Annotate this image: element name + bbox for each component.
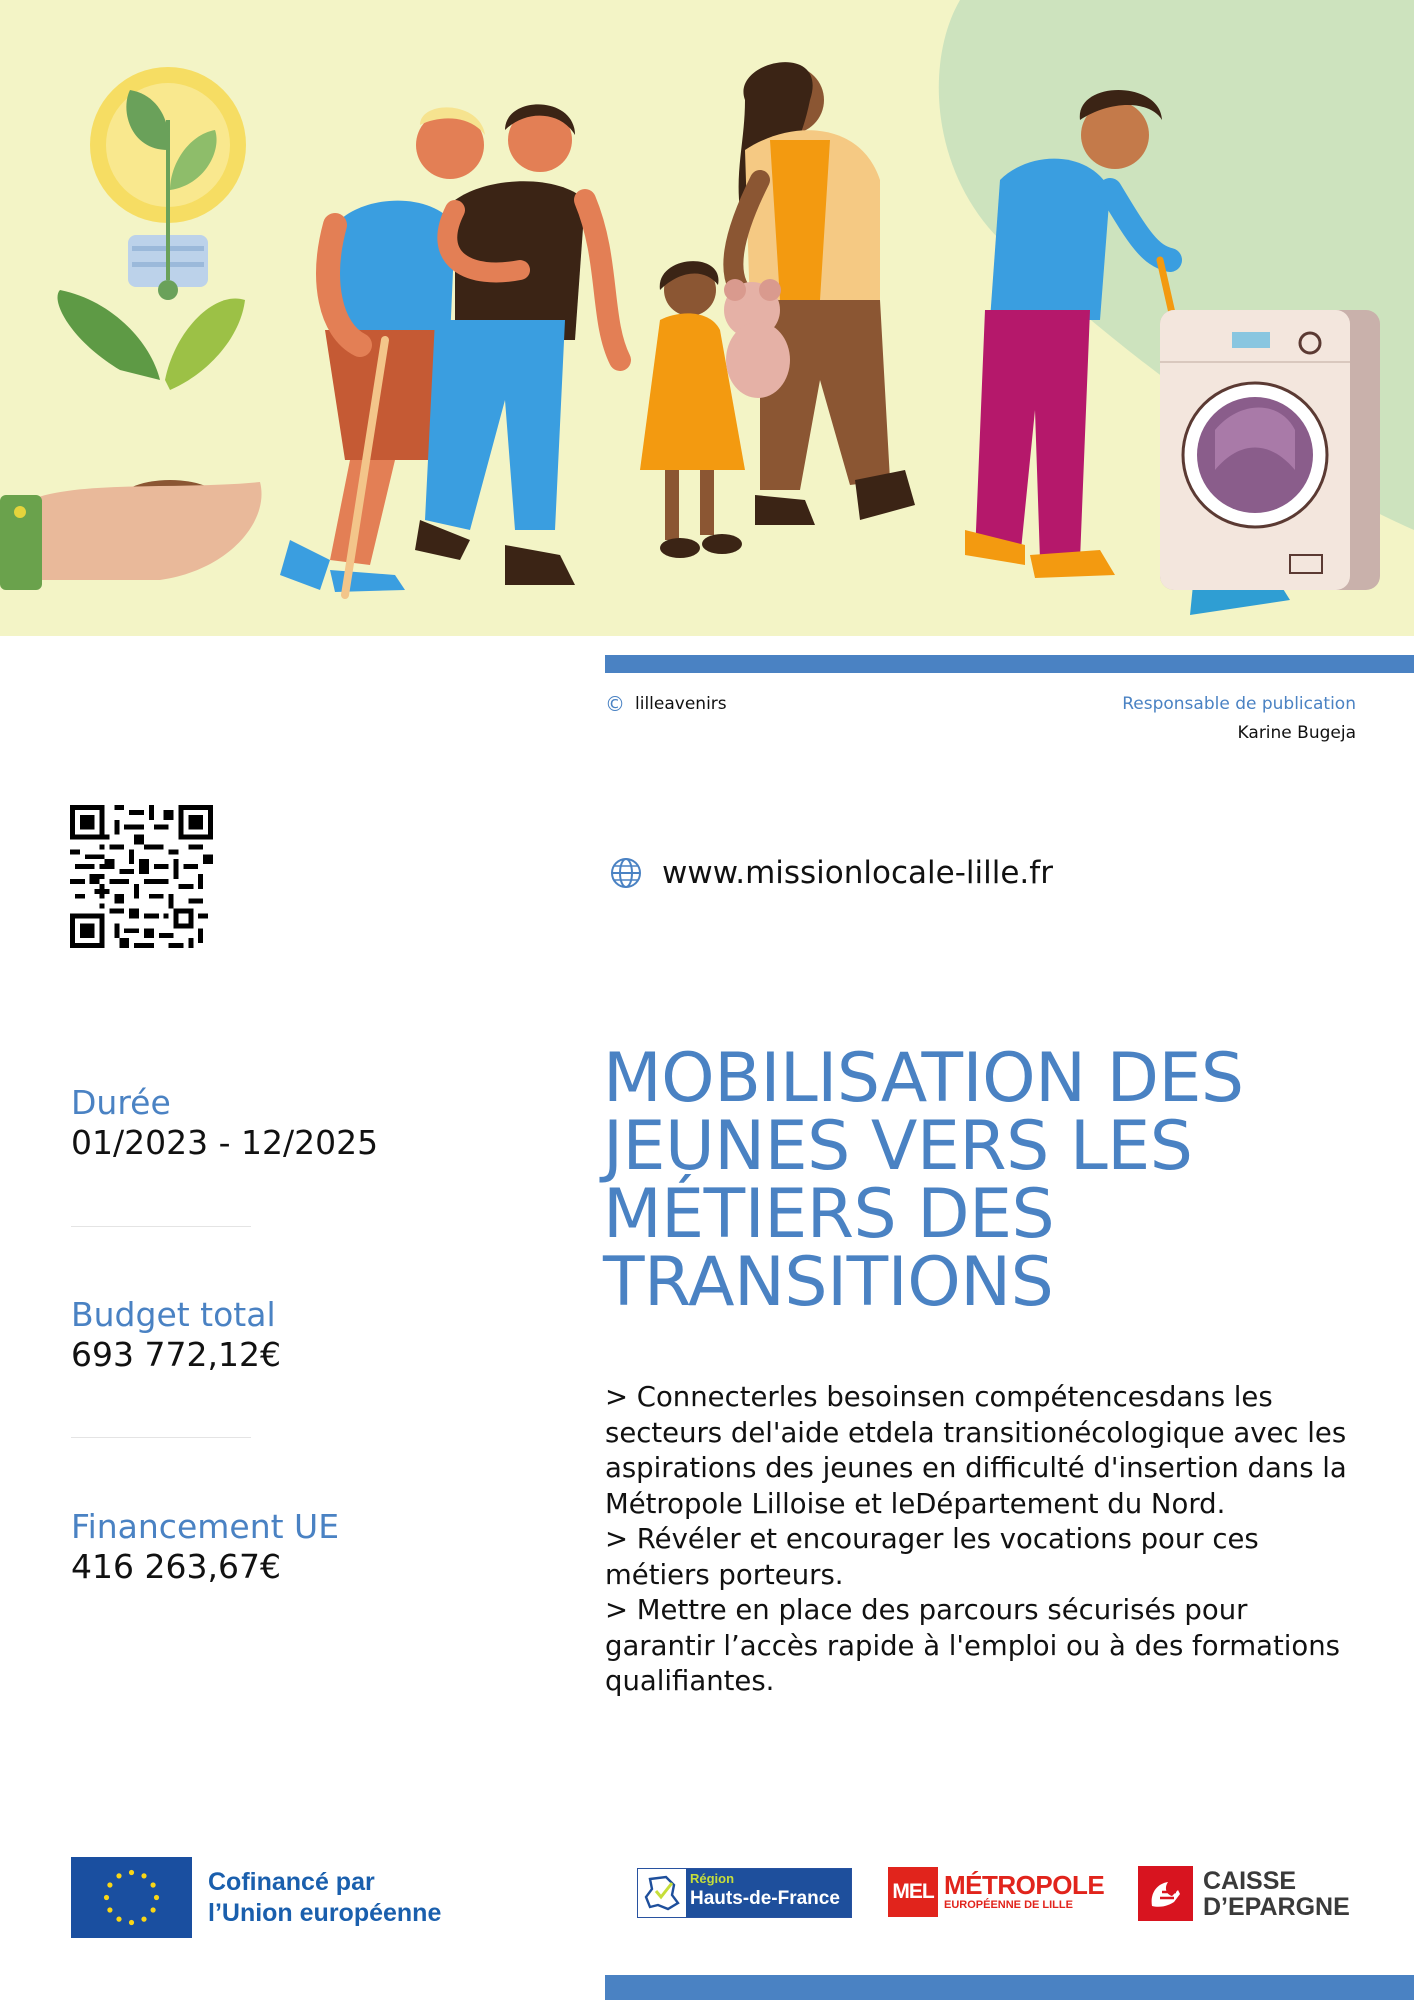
budget-label: Budget total: [71, 1295, 276, 1334]
title-line: JEUNES VERS LES: [603, 1107, 1193, 1186]
title-line: MOBILISATION DES: [603, 1039, 1244, 1118]
caisse-epargne-logo: [1138, 1866, 1350, 1921]
publisher-name: Karine Bugeja: [1237, 723, 1356, 743]
eu-funding-block: [71, 1507, 339, 1587]
divider: [71, 1226, 251, 1227]
copyright-icon: ©: [605, 692, 625, 716]
title-line: TRANSITIONS: [603, 1243, 1054, 1322]
website-url[interactable]: www.missionlocale-lille.fr: [662, 855, 1053, 891]
caisse-line2: D’EPARGNE: [1203, 1892, 1350, 1921]
eu-funding-label: Financement UE: [71, 1507, 340, 1546]
budget-block: [71, 1295, 281, 1375]
region-hauts-de-france-logo: [637, 1868, 852, 1918]
description-paragraph: > Connecterles besoinsen compétencesdans les secteurs del'aide etdela transitionécologique avec les aspirations des jeunes en difficulté d'insertion dans la Métropole Lilloise et leDépartement du Nord.: [605, 1381, 1347, 1520]
title-line: MÉTIERS DES: [603, 1175, 1055, 1254]
eu-funding-value: 416 263,67€: [71, 1547, 281, 1586]
duration-value: 01/2023 - 12/2025: [71, 1123, 379, 1162]
region-small-label: Région: [690, 1871, 735, 1886]
mel-logo: [888, 1867, 1104, 1917]
eu-cofunding-logo: [71, 1857, 441, 1938]
publisher-label: Responsable de publication: [1122, 694, 1356, 714]
region-name: Hauts-de-France: [690, 1888, 840, 1909]
qr-code[interactable]: [70, 805, 213, 948]
mel-subtitle: EUROPÉENNE DE LILLE: [944, 1899, 1073, 1911]
website-link[interactable]: [610, 855, 1053, 891]
budget-value: 693 772,12€: [71, 1335, 281, 1374]
accent-bar-top: [605, 655, 1414, 673]
publisher-block: [1122, 694, 1356, 743]
duration-label: Durée: [71, 1083, 171, 1122]
project-description: [605, 1380, 1365, 1700]
eu-flag-icon: [71, 1857, 192, 1938]
description-paragraph: > Mettre en place des parcours sécurisés pour garantir l’accès rapide à l'emploi ou à des formations qualifiantes.: [605, 1594, 1341, 1697]
eu-text-line1: Cofinancé par: [208, 1867, 375, 1896]
copyright: [605, 692, 727, 716]
eu-text-line2: l’Union européenne: [208, 1898, 442, 1927]
duration-block: [71, 1083, 378, 1163]
accent-bar-bottom: [605, 1975, 1414, 2000]
description-paragraph: > Révéler et encourager les vocations pour ces métiers porteurs.: [605, 1523, 1259, 1591]
washing-machine-icon: [1160, 310, 1380, 590]
mel-box: MEL: [888, 1867, 938, 1917]
hero-illustration: [0, 0, 1414, 636]
divider: [71, 1437, 251, 1438]
globe-icon: [610, 857, 642, 889]
page-title: [603, 1039, 1363, 1322]
region-map-icon: [642, 1873, 682, 1913]
squirrel-icon: [1144, 1872, 1188, 1916]
mel-name: MÉTROPOLE: [944, 1870, 1105, 1900]
copyright-owner: lilleavenirs: [635, 694, 727, 714]
caisse-line1: CAISSE: [1203, 1866, 1297, 1895]
